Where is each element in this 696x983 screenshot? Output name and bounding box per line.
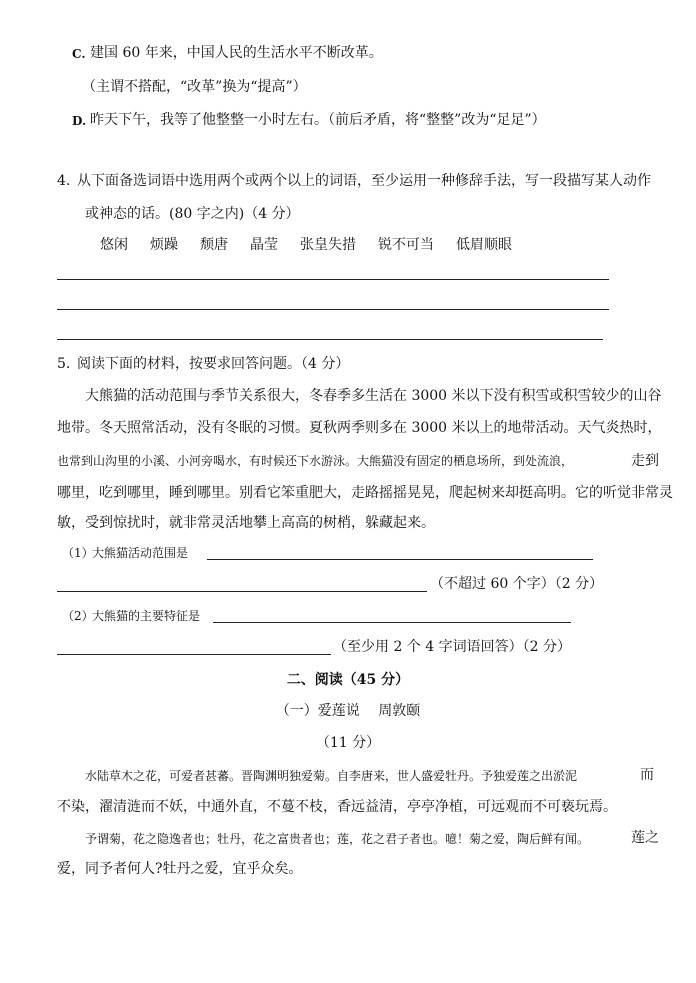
- sub-question-2-label: （2）: [62, 609, 94, 623]
- sub-question-2-hint: （至少用 2 个 4 字词语回答）（2 分）: [333, 639, 571, 655]
- question-5-number: 5.: [57, 356, 71, 372]
- sub-question-2-text: 大熊猫的主要特征是: [92, 609, 201, 623]
- sub-question-1-label: （1）: [62, 546, 94, 560]
- word-choice: 锐不可当: [378, 237, 434, 253]
- classical-text-line: 予谓菊，花之隐逸者也；牡丹，花之富贵者也；莲，花之君子者也。噫！菊之爱，陶后鲜有闻。: [85, 832, 590, 846]
- section-title: 二、阅读（45 分）: [286, 672, 410, 688]
- question-5-heading: 阅读下面的材料，按要求回答问题。（4 分）: [77, 356, 350, 372]
- passage-line: 也常到山沟里的小溪、小河旁喝水，有时候还下水游泳。大熊猫没有固定的栖息场所，到处流浪，: [57, 454, 574, 468]
- word-choices: [100, 235, 534, 255]
- classical-text-line: 水陆草木之花，可爱者甚蕃。晋陶渊明独爱菊。自李唐来，世人盛爱牡丹。予独爱莲之出淤泥: [85, 769, 578, 783]
- classical-text-line: 爱，同予者何人?牡丹之爱，宜乎众矣。: [57, 861, 303, 877]
- word-choice: 低眉顺眼: [456, 237, 512, 253]
- question-4-number: 4.: [57, 173, 71, 189]
- answer-line[interactable]: [57, 279, 609, 280]
- word-choice: 晶莹: [250, 237, 278, 253]
- section-subtitle: （一）爱莲说 周敦颐: [275, 703, 421, 719]
- classical-text-line-tail: 而: [640, 767, 654, 783]
- question-4-line2: 或神态的话。(80 字之内)（4 分）: [85, 206, 300, 222]
- classical-text-line-tail: 莲之: [631, 830, 659, 846]
- classical-text-line: 不染，濯清涟而不妖，中通外直，不蔓不枝，香远益清，亭亭净植，可远观而不可亵玩焉。: [57, 799, 617, 815]
- passage-line: 敏，受到惊扰时，就非常灵活地攀上高高的树梢，躲藏起来。: [57, 515, 435, 531]
- answer-line[interactable]: [57, 339, 603, 340]
- option-c-text: 建国 60 年来，中国人民的生活水平不断改革。: [90, 45, 383, 61]
- answer-line[interactable]: [57, 309, 609, 310]
- answer-line[interactable]: [57, 591, 427, 592]
- answer-line[interactable]: [207, 559, 593, 560]
- word-choice: 颓唐: [200, 237, 228, 253]
- word-choice: 悠闲: [100, 237, 128, 253]
- option-d-label: D.: [72, 114, 87, 128]
- sub-question-1-text: 大熊猫活动范围是: [92, 546, 189, 560]
- section-score: （11 分）: [315, 735, 381, 751]
- option-c-label: C.: [72, 47, 86, 61]
- sub-question-1-hint: （不超过 60 个字）（2 分）: [430, 576, 604, 592]
- passage-line: 大熊猫的活动范围与季节关系很大，冬春季多生活在 3000 米以下没有积雪或积雪较少的山谷: [85, 388, 662, 404]
- word-choice: 张皇失措: [300, 237, 356, 253]
- passage-line: 哪里，吃到哪里，睡到哪里。别看它笨重肥大，走路摇摇晃晃，爬起树来却挺高明。它的听觉非常灵: [57, 485, 673, 501]
- passage-line-tail: 走到: [631, 453, 659, 469]
- passage-line: 地带。冬天照常活动，没有冬眠的习惯。夏秋两季则多在 3000 米以上的地带活动。天气炎热时，: [57, 420, 662, 436]
- answer-line[interactable]: [57, 654, 331, 655]
- word-choice: 烦躁: [150, 237, 178, 253]
- option-d-text: 昨天下午，我等了他整整一小时左右。（前后矛盾，将“整整”改为“足足”）: [90, 112, 546, 128]
- answer-line[interactable]: [213, 622, 571, 623]
- question-4-line1: 从下面备选词语中选用两个或两个以上的词语，至少运用一种修辞手法，写一段描写某人动作: [77, 173, 651, 189]
- option-c-note: （主谓不搭配，“改革”换为“提高”）: [82, 79, 307, 95]
